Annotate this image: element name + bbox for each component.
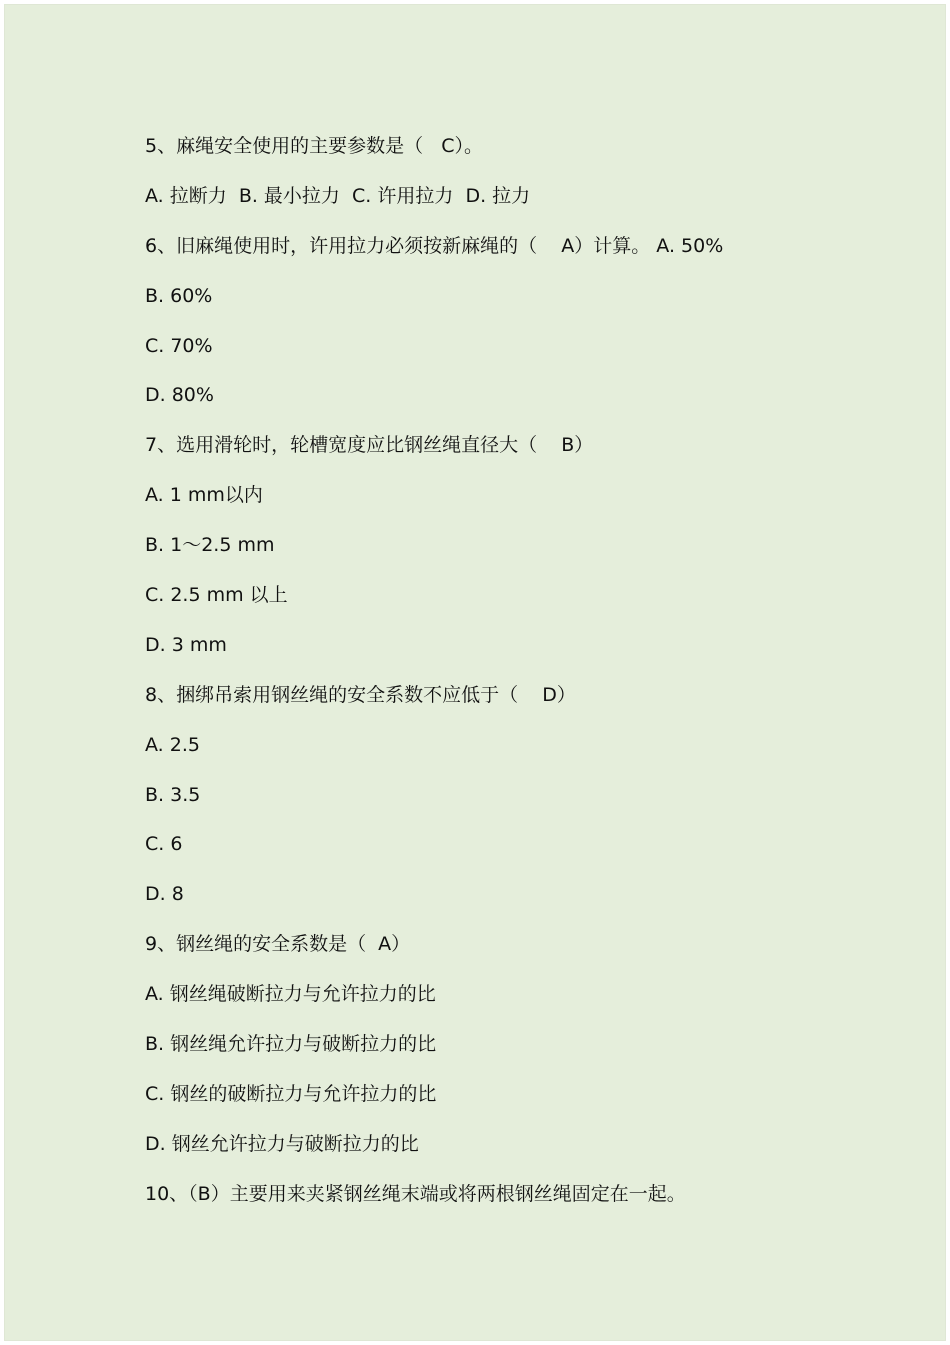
question-7-option-c: C. 2.5 mm 以上 — [145, 584, 288, 607]
question-8-option-b: B. 3.5 — [145, 783, 201, 806]
question-9-option-c: C. 钢丝的破断拉力与允许拉力的比 — [145, 1082, 437, 1105]
question-8-option-d: D. 8 — [145, 883, 184, 906]
question-8-option-a: A. 2.5 — [145, 733, 200, 756]
question-9-option-d: D. 钢丝允许拉力与破断拉力的比 — [145, 1132, 419, 1155]
document-page — [4, 4, 946, 1341]
question-8-option-c: C. 6 — [145, 833, 183, 856]
question-6-option-c: C. 70% — [145, 334, 213, 357]
question-5: 5、麻绳安全使用的主要参数是（ C）。 — [145, 135, 483, 157]
question-7-option-b: B. 1～2.5 mm — [145, 534, 275, 557]
document-body — [145, 129, 905, 1227]
question-6-option-b: B. 60% — [145, 284, 213, 307]
question-8: 8、捆绑吊索用钢丝绳的安全系数不应低于（ D） — [145, 683, 576, 706]
question-6: 6、旧麻绳使用时，许用拉力必须按新麻绳的（ A）计算。 A. 50% — [145, 234, 724, 257]
question-9-option-b: B. 钢丝绳允许拉力与破断拉力的比 — [145, 1033, 437, 1056]
question-7: 7、选用滑轮时，轮槽宽度应比钢丝绳直径大（ B） — [145, 434, 594, 457]
question-9: 9、钢丝绳的安全系数是（ A） — [145, 933, 411, 956]
question-5-options: A. 拉断力 B. 最小拉力 C. 许用拉力 D. 拉力 — [145, 184, 531, 207]
question-7-option-a: A. 1 mm以内 — [145, 484, 263, 507]
question-10: 10、（B）主要用来夹紧钢丝绳末端或将两根钢丝绳固定在一起。 — [145, 1182, 686, 1205]
question-9-option-a: A. 钢丝绳破断拉力与允许拉力的比 — [145, 983, 436, 1006]
question-6-option-d: D. 80% — [145, 384, 214, 407]
question-7-option-d: D. 3 mm — [145, 633, 227, 656]
